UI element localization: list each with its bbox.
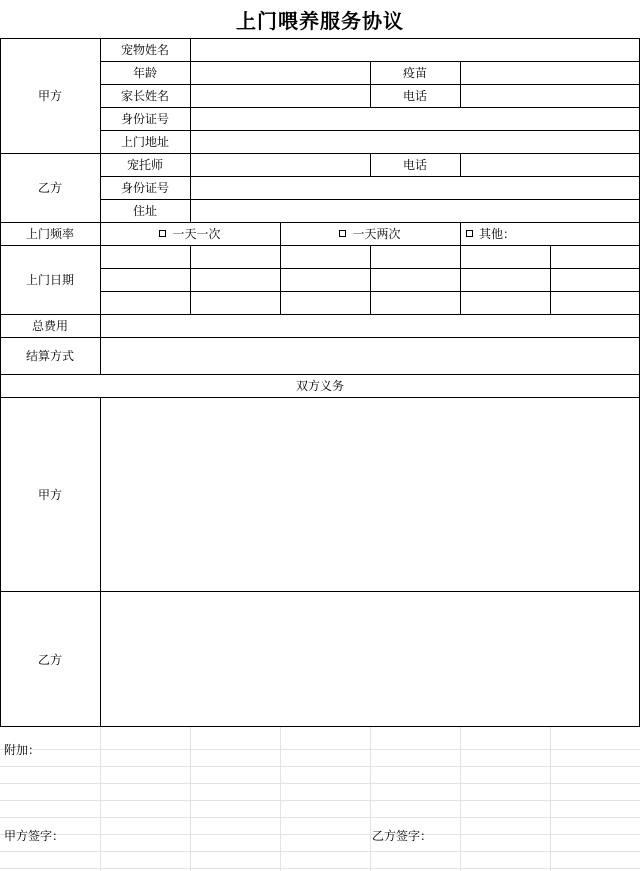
party-a-phone-label: 电话	[402, 89, 427, 103]
party-a-id-label: 身份证号	[120, 112, 169, 126]
visit-address-field[interactable]	[190, 130, 640, 153]
appendix-label: 附加：	[4, 742, 41, 757]
party-b-address-label: 住址	[132, 204, 157, 218]
age-field[interactable]	[190, 61, 370, 84]
payment-method-field[interactable]	[100, 337, 640, 374]
party-a-phone-field[interactable]	[460, 84, 640, 107]
party-b-id-field[interactable]	[190, 176, 640, 199]
obligations-party-a-field[interactable]	[100, 397, 640, 591]
owner-name-label: 家长姓名	[120, 89, 169, 103]
frequency-option-once[interactable]	[100, 222, 280, 245]
sitter-field[interactable]	[190, 153, 370, 176]
checkbox-icon[interactable]	[159, 230, 166, 237]
frequency-option-other[interactable]	[466, 222, 640, 245]
party-b-id-label: 身份证号	[120, 181, 169, 195]
party-a-signature-label: 甲方签字：	[4, 828, 65, 843]
frequency-option-label: 其他：	[479, 227, 516, 241]
age-label: 年龄	[132, 66, 157, 80]
obligations-party-b-field[interactable]	[100, 591, 640, 727]
party-b-phone-label: 电话	[402, 158, 427, 172]
total-fee-field[interactable]	[100, 314, 640, 337]
sitter-label: 宠托师	[126, 158, 163, 172]
party-b-label: 乙方	[37, 181, 62, 195]
frequency-option-label: 一天两次	[352, 227, 401, 241]
checkbox-icon[interactable]	[466, 230, 473, 237]
party-a-label: 甲方	[37, 89, 62, 103]
party-b-phone-field[interactable]	[460, 153, 640, 176]
vaccine-label: 疫苗	[402, 66, 427, 80]
obligations-header: 双方义务	[295, 379, 344, 393]
obligations-party-a-label: 甲方	[37, 487, 62, 502]
document-title: 上门喂养服务协议	[236, 8, 404, 33]
total-fee-label: 总费用	[31, 319, 68, 333]
frequency-label: 上门频率	[25, 227, 74, 241]
visit-dates-label: 上门日期	[25, 273, 74, 287]
vaccine-field[interactable]	[460, 61, 640, 84]
payment-method-label: 结算方式	[25, 349, 74, 363]
frequency-option-twice[interactable]	[280, 222, 460, 245]
party-b-address-field[interactable]	[190, 199, 640, 222]
party-b-signature-label: 乙方签字：	[372, 828, 433, 843]
obligations-party-b-label: 乙方	[37, 652, 62, 667]
frequency-option-label: 一天一次	[172, 227, 221, 241]
pet-name-field[interactable]	[190, 38, 640, 61]
owner-name-field[interactable]	[190, 84, 370, 107]
pet-name-label: 宠物姓名	[120, 43, 169, 57]
party-a-id-field[interactable]	[190, 107, 640, 130]
visit-address-label: 上门地址	[120, 135, 169, 149]
checkbox-icon[interactable]	[339, 230, 346, 237]
